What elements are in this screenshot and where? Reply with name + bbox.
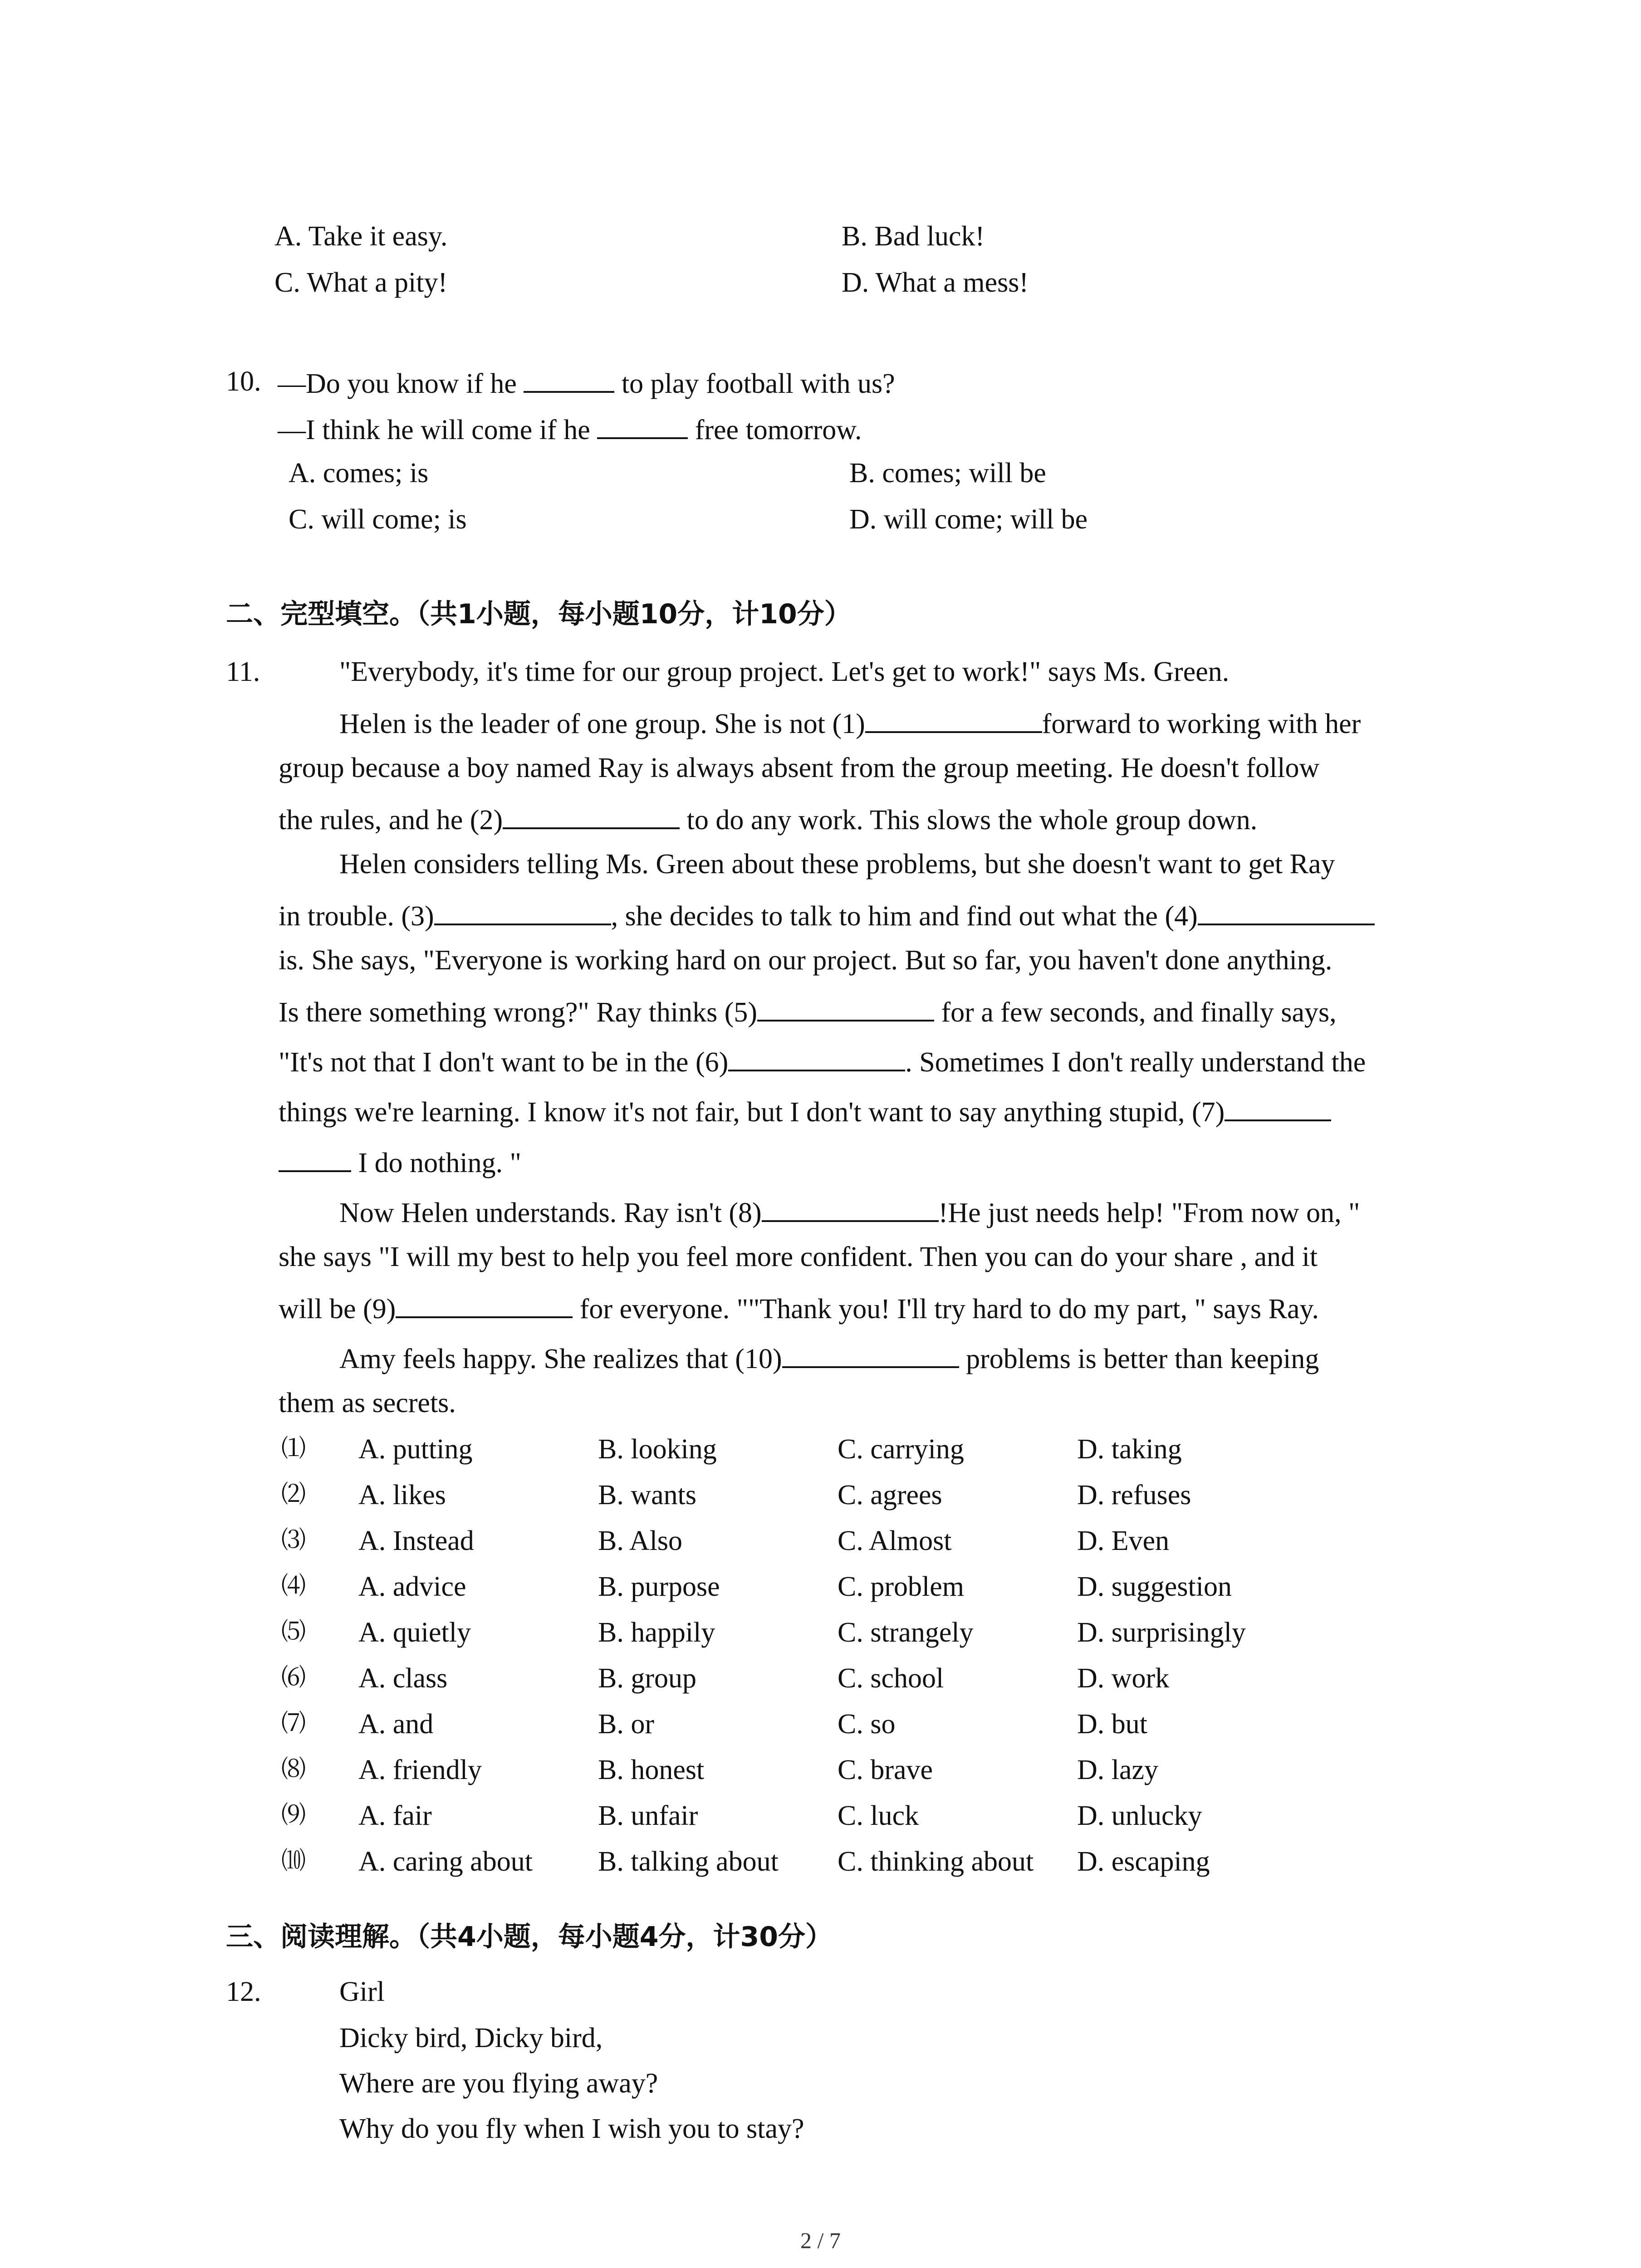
choice-option-c: C. brave bbox=[838, 1755, 933, 1785]
choice-option-b: B. wants bbox=[598, 1480, 696, 1510]
choice-option-c: C. carrying bbox=[838, 1434, 964, 1465]
q11-line-9: "It's not that I don't want to be in the (6) . Sometimes I don't really understand the bbox=[279, 1047, 1366, 1078]
choice-option-b: B. Also bbox=[598, 1525, 683, 1556]
q11-line-5: Helen considers telling Ms. Green about these problems, but she doesn't want to get Ray bbox=[339, 849, 1335, 880]
q11-line-12: Now Helen understands. Ray isn't (8) !He just needs help! "From now on, " bbox=[339, 1198, 1360, 1228]
q11-line-3: group because a boy named Ray is always absent from the group meeting. He doesn't follow bbox=[279, 753, 1320, 783]
blank-9 bbox=[396, 1293, 573, 1318]
choice-option-c: C. problem bbox=[838, 1571, 964, 1602]
choice-option-a: A. quietly bbox=[358, 1617, 471, 1648]
q10-line-2: —I think he will come if he free tomorrow. bbox=[278, 415, 862, 445]
q9-option-a: A. Take it easy. bbox=[274, 221, 448, 252]
choice-option-d: D. taking bbox=[1077, 1434, 1182, 1465]
blank-4 bbox=[1198, 900, 1375, 925]
choice-option-a: A. class bbox=[358, 1663, 448, 1694]
q11-line-16: them as secrets. bbox=[279, 1388, 456, 1418]
q11-line-15: Amy feels happy. She realizes that (10) problems is better than keeping bbox=[339, 1344, 1319, 1374]
choice-option-a: A. friendly bbox=[358, 1755, 482, 1785]
q9-option-d: D. What a mess! bbox=[842, 267, 1029, 298]
q10-blank-2 bbox=[597, 414, 688, 439]
q11-line-13: she says "I will my best to help you feel more confident. Then you can do your share , and it bbox=[279, 1242, 1318, 1272]
choice-option-d: D. suggestion bbox=[1077, 1571, 1232, 1602]
choice-number: ⑼ bbox=[281, 1800, 306, 1829]
choice-option-a: A. putting bbox=[358, 1434, 473, 1465]
choice-option-d: D. Even bbox=[1077, 1525, 1170, 1556]
choice-option-c: C. school bbox=[838, 1663, 944, 1694]
q9-option-b: B. Bad luck! bbox=[842, 221, 985, 252]
choice-number: ⑺ bbox=[281, 1709, 306, 1737]
blank-3 bbox=[434, 900, 611, 925]
blank-5 bbox=[757, 996, 934, 1022]
choice-option-b: B. unfair bbox=[598, 1800, 698, 1831]
q12-line-2: Dicky bird, Dicky bird, bbox=[339, 2023, 603, 2053]
choice-option-c: C. so bbox=[838, 1709, 896, 1740]
blank-8 bbox=[762, 1197, 939, 1222]
choice-number: ⑽ bbox=[281, 1846, 306, 1875]
choice-number: ⑸ bbox=[281, 1617, 306, 1646]
choice-option-d: D. lazy bbox=[1077, 1755, 1159, 1785]
q11-line-2: Helen is the leader of one group. She is not (1) forward to working with her bbox=[339, 709, 1361, 739]
q12-line-1: Girl bbox=[339, 1976, 385, 2007]
choice-option-d: D. refuses bbox=[1077, 1480, 1191, 1510]
q11-line-6: in trouble. (3) , she decides to talk to him and find out what the (4) bbox=[279, 900, 1375, 930]
choice-option-c: C. strangely bbox=[838, 1617, 974, 1648]
blank-6 bbox=[728, 1046, 905, 1071]
q10-option-b: B. comes; will be bbox=[849, 458, 1046, 489]
q11-line-10: things we're learning. I know it's not fair, but I don't want to say anything stupid, (7) bbox=[279, 1096, 1331, 1126]
q11-number: 11. bbox=[226, 656, 260, 687]
blank-1 bbox=[865, 708, 1042, 733]
choice-option-a: A. caring about bbox=[358, 1846, 533, 1877]
choice-option-c: C. luck bbox=[838, 1800, 919, 1831]
choice-option-a: A. fair bbox=[358, 1800, 432, 1831]
q12-line-4: Why do you fly when I wish you to stay? bbox=[339, 2113, 804, 2144]
q11-line-4: the rules, and he (2) to do any work. This slows the whole group down. bbox=[279, 805, 1258, 836]
choice-option-c: C. agrees bbox=[838, 1480, 942, 1510]
choice-option-b: B. purpose bbox=[598, 1571, 720, 1602]
q11-line-8: Is there something wrong?" Ray thinks (5) for a few seconds, and finally says, bbox=[279, 997, 1337, 1028]
q10-option-c: C. will come; is bbox=[289, 504, 467, 535]
choice-option-b: B. group bbox=[598, 1663, 696, 1694]
choice-option-d: D. surprisingly bbox=[1077, 1617, 1246, 1648]
q12-number: 12. bbox=[226, 1976, 261, 2007]
choice-option-d: D. escaping bbox=[1077, 1846, 1210, 1877]
section-2-title: 二、完型填空。（共1小题，每小题10分，计10分） bbox=[226, 598, 852, 630]
choice-option-a: A. advice bbox=[358, 1571, 466, 1602]
choice-number: ⑵ bbox=[281, 1480, 306, 1508]
q12-line-3: Where are you flying away? bbox=[339, 2068, 658, 2099]
choice-number: ⑶ bbox=[281, 1525, 306, 1554]
blank-10 bbox=[782, 1343, 959, 1368]
q11-line-1: "Everybody, it's time for our group project. Let's get to work!" says Ms. Green. bbox=[339, 656, 1230, 687]
page-number: 2 / 7 bbox=[800, 2228, 841, 2253]
q11-line-7: is. She says, "Everyone is working hard on our project. But so far, you haven't done anything. bbox=[279, 945, 1332, 976]
choice-option-d: D. work bbox=[1077, 1663, 1170, 1694]
choice-option-a: A. and bbox=[358, 1709, 434, 1740]
q11-line-14: will be (9) for everyone. ""Thank you! I'll try hard to do my part, " says Ray. bbox=[279, 1294, 1319, 1325]
choice-option-a: A. Instead bbox=[358, 1525, 474, 1556]
choice-option-b: B. looking bbox=[598, 1434, 717, 1465]
q9-option-c: C. What a pity! bbox=[274, 267, 448, 298]
section-3-title: 三、阅读理解。（共4小题，每小题4分，计30分） bbox=[226, 1921, 833, 1953]
choice-number: ⑴ bbox=[281, 1434, 306, 1462]
choice-option-c: C. thinking about bbox=[838, 1846, 1034, 1877]
choice-number: ⑹ bbox=[281, 1663, 306, 1691]
choice-option-b: B. or bbox=[598, 1709, 654, 1740]
blank-7a bbox=[1225, 1096, 1331, 1121]
choice-option-d: D. unlucky bbox=[1077, 1800, 1202, 1831]
blank-7b bbox=[279, 1147, 351, 1172]
q10-option-d: D. will come; will be bbox=[849, 504, 1088, 535]
blank-2 bbox=[503, 804, 680, 829]
choice-number: ⑷ bbox=[281, 1571, 306, 1600]
q10-option-a: A. comes; is bbox=[289, 458, 429, 489]
q10-number: 10. bbox=[226, 366, 261, 397]
choice-option-b: B. honest bbox=[598, 1755, 705, 1785]
q10-line-1: —Do you know if he to play football with us? bbox=[278, 368, 895, 399]
q11-line-11: I do nothing. " bbox=[279, 1147, 521, 1177]
choice-number: ⑻ bbox=[281, 1755, 306, 1783]
choice-option-b: B. talking about bbox=[598, 1846, 779, 1877]
choice-option-a: A. likes bbox=[358, 1480, 446, 1510]
q10-blank-1 bbox=[524, 367, 614, 393]
choice-option-b: B. happily bbox=[598, 1617, 715, 1648]
choice-option-c: C. Almost bbox=[838, 1525, 952, 1556]
choice-option-d: D. but bbox=[1077, 1709, 1147, 1740]
